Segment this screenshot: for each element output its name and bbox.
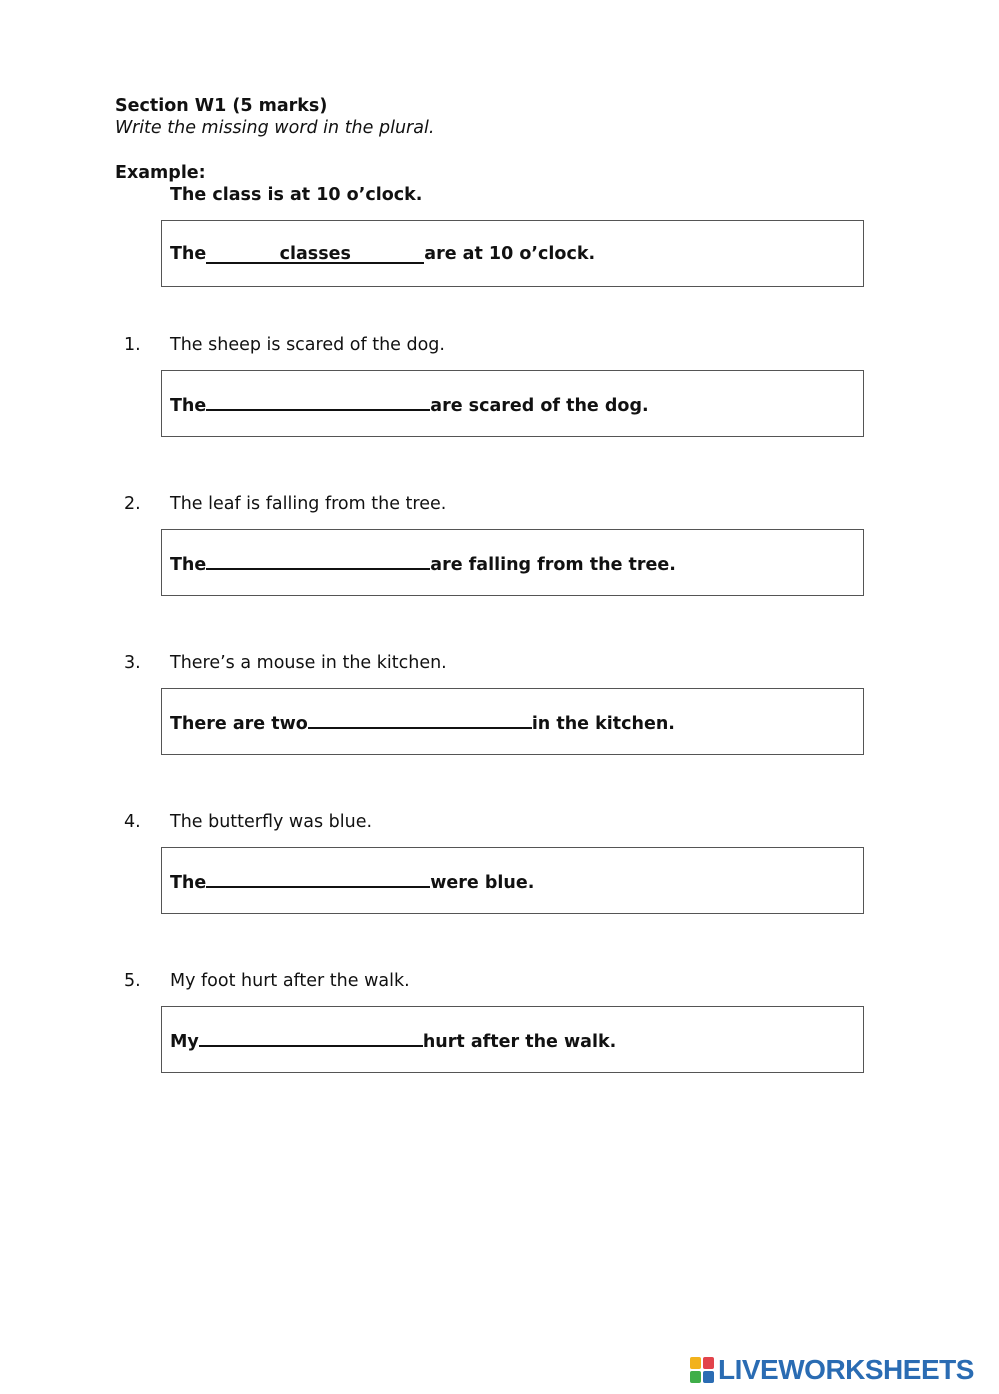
answer-suffix: are falling from the tree.: [430, 555, 676, 575]
question-sentence: There’s a mouse in the kitchen.: [170, 653, 447, 673]
example-answer-suffix: are at 10 o’clock.: [424, 244, 596, 264]
section-instruction: Write the missing word in the plural.: [115, 118, 435, 138]
answer-box: [161, 529, 864, 596]
answer-blank-input[interactable]: [206, 552, 430, 570]
answer-suffix: were blue.: [430, 873, 535, 893]
answer-blank-input[interactable]: [308, 711, 532, 729]
answer-box: [161, 1006, 864, 1073]
answer-prefix: The: [170, 555, 207, 575]
question-number: 2.: [124, 494, 141, 514]
answer-blank-input[interactable]: [199, 1029, 423, 1047]
section-title: Section W1 (5 marks): [115, 96, 328, 116]
logo-text: LIVEWORKSHEETS: [718, 1354, 974, 1385]
liveworksheets-mark-icon: [690, 1357, 714, 1383]
answer-blank-input[interactable]: [206, 870, 430, 888]
question-sentence: My foot hurt after the walk.: [170, 971, 410, 991]
answer-prefix: There are two: [170, 714, 308, 734]
answer-suffix: in the kitchen.: [531, 714, 675, 734]
answer-suffix: hurt after the walk.: [422, 1032, 617, 1052]
example-answer-prefix: The: [170, 244, 207, 264]
question-number: 4.: [124, 812, 141, 832]
answer-prefix: My: [170, 1032, 199, 1052]
question-sentence: The leaf is falling from the tree.: [170, 494, 447, 514]
answer-blank-input[interactable]: [206, 393, 430, 411]
question-number: 1.: [124, 335, 141, 355]
question-sentence: The butterfly was blue.: [170, 812, 373, 832]
example-label: Example:: [115, 163, 206, 183]
answer-suffix: are scared of the dog.: [430, 396, 649, 416]
example-answer-word: classes: [206, 246, 424, 264]
answer-box: [161, 370, 864, 437]
example-sentence: The class is at 10 o’clock.: [170, 185, 423, 205]
liveworksheets-logo: [690, 1353, 974, 1387]
answer-prefix: The: [170, 396, 207, 416]
answer-box: [161, 847, 864, 914]
question-number: 5.: [124, 971, 141, 991]
question-number: 3.: [124, 653, 141, 673]
answer-box: [161, 688, 864, 755]
answer-prefix: The: [170, 873, 207, 893]
question-sentence: The sheep is scared of the dog.: [170, 335, 445, 355]
example-answer-box: [161, 220, 864, 287]
